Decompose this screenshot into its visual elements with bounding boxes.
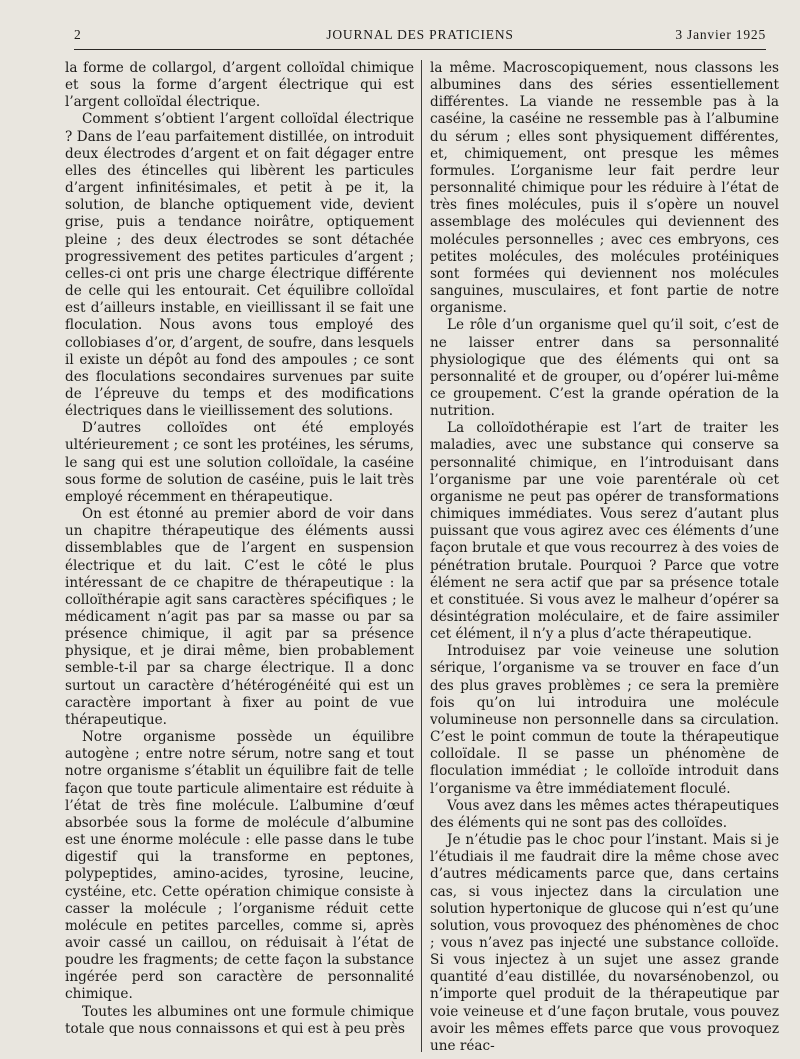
paragraph: Comment s’obtient l’argent colloïdal électrique ? Dans de l’eau parfaitement distillée, on introduit deux électrodes d’argent et on fait dégager entre elles des étincelles qui libèrent les particules d’argent infinitésimales, et petit à pe it, la solution, de blanche optiquement vide, devient grise, puis a tendance noirâtre, optiquement pleine ; des deux électrodes se sont détachée progressivement des petites particules d’argent ; celles-ci ont pris une charge électrique différente de celle qui les entourait. Cet équilibre colloïdal est d’ailleurs instable, en vieillissant il se fait une floculation. Nous avons tous employé des collobiases d’or, d’argent, de soufre, dans lesquels il existe un dépôt au fond des ampoules ; ce sont des floculations secondaires survenues par suite de l’épreuve du temps et des modifications électriques dans le vieillissement des solutions. (65, 111, 414, 420)
left-column (65, 60, 414, 1052)
paragraph: La colloïdothérapie est l’art de traiter les maladies, avec une substance qui conserve sa personnalité chimique, en l’introduisant dans l’organisme par une voie parentérale où cet organisme ne peut pas opérer de transformations chimiques immédiates. Vous serez d’autant plus puissant que vous agirez avec ces éléments d’une façon brutale et que vous recourrez à des voies de pénétration brutale. Pourquoi ? Parce que votre élément ne sera actif que par sa présence totale et constituée. Si vous avez le malheur d’opérer sa désintégration moléculaire, et de faire assimiler cet élément, il n’y a plus d’acte thérapeutique. (430, 420, 779, 643)
column-divider (421, 60, 422, 1052)
right-column (430, 60, 779, 1052)
page-number: 2 (74, 27, 82, 42)
journal-title: JOURNAL DES PRATICIENS (326, 27, 514, 42)
paragraph: On est étonné au premier abord de voir dans un chapitre thérapeutique des éléments aussi dissemblables que de l’argent en suspension électrique et du lait. C’est le côté le plus intéressant de ce chapitre de thérapeutique : la colloïthérapie agit sans caractères spécifiques ; le médicament n’agit pas par sa masse ou par sa présence chimique, il agit par sa présence physique, et je dirai même, bien probablement semble-t-il par sa charge électrique. Il a donc surtout un caractère d’hétérogénéité qui est un caractère important à fixer au point de vue thérapeutique. (65, 506, 414, 728)
paragraph: Le rôle d’un organisme quel qu’il soit, c’est de ne laisser entrer dans sa personnalité physiologique que des éléments qui ont sa personnalité et de grouper, ou d’opérer lui-même ce groupement. C’est la grande opération de la nutrition. (430, 317, 779, 420)
paragraph: la même. Macroscopiquement, nous classons les albumines dans des séries essentiellement différentes. La viande ne ressemble pas à la caséine, la caséine ne ressemble pas à l’albumine du sérum ; elles sont physiquement différentes, et, chimiquement, ont presque les mêmes formules. L’organisme leur fait perdre leur personnalité chimique pour les réduire à l’état de très fines molécules, puis il s’opère un nouvel assemblage des molécules qui deviennent des molécules personnelles ; avec ces embryons, ces petites molécules, des molécules protéiniques sont formées qui deviennent nos molécules sanguines, musculaires, et font partie de notre organisme. (430, 60, 779, 317)
paragraph: Notre organisme possède un équilibre autogène ; entre notre sérum, notre sang et tout notre organisme s’établit un équilibre fait de telle façon que toute particule alimentaire est réduite à l’état de très fine molécule. L’albumine d’œuf absorbée sous la forme de molécule d’albumine est une énorme molécule : elle passe dans le tube digestif qui la transforme en peptones, polypeptides, amino-acides, tyrosine, leucine, cystéine, etc. Cette opération chimique consiste à casser la molécule ; l’organisme réduit cette molécule en petites parcelles, comme si, après avoir cassé un caillou, on réduisait à l’état de poudre les fragments; de cette façon la substance ingérée perd son caractère de personnalité chimique. (65, 729, 414, 1003)
issue-date: 3 Janvier 1925 (675, 27, 766, 42)
paragraph: Vous avez dans les mêmes actes thérapeutiques des éléments qui ne sont pas des colloïdes. (430, 797, 779, 831)
paragraph: Introduisez par voie veineuse une solution sérique, l’organisme va se trouver en face d’un des plus graves problèmes ; ce sera la première fois qu’on lui introduira une molécule volumineuse non personnelle dans sa circulation. C’est le point commun de toute la thérapeutique colloïdale. Il se passe un phénomène de floculation immédiat ; le colloïde introduit dans l’organisme va être immédiatement floculé. (430, 643, 779, 797)
paragraph: D’autres colloïdes ont été employés ultérieurement ; ce sont les protéines, les sérums, le sang qui est une solution colloïdale, la caséine sous forme de solution de caséine, puis le lait très employé récemment en thérapeutique. (65, 420, 414, 505)
paragraph: Je n’étudie pas le choc pour l’instant. Mais si je l’étudiais il me faudrait dire la même chose avec d’autres médicaments parce que, dans certains cas, si vous injectez dans la circulation une solution hypertonique de glucose qui n’est qu’une solution, vous provoquez des phénomènes de choc ; vous n’avez pas injecté une substance colloïde. Si vous injectez à un sujet une assez grande quantité d’eau distillée, du novarsénobenzol, ou n’importe quel produit de la thérapeutique par voie veineuse et d’une façon brutale, vous pouvez avoir les mêmes effets parce que vous provoquez une réac- (430, 832, 779, 1052)
paragraph: Toutes les albumines ont une formule chimique totale que nous connaissons et qui est à peu près (65, 1003, 414, 1037)
running-header (74, 27, 766, 50)
paragraph: la forme de collargol, d’argent colloïdal chimique et sous la forme d’argent électrique qui est l’argent colloïdal électrique. (65, 60, 414, 111)
